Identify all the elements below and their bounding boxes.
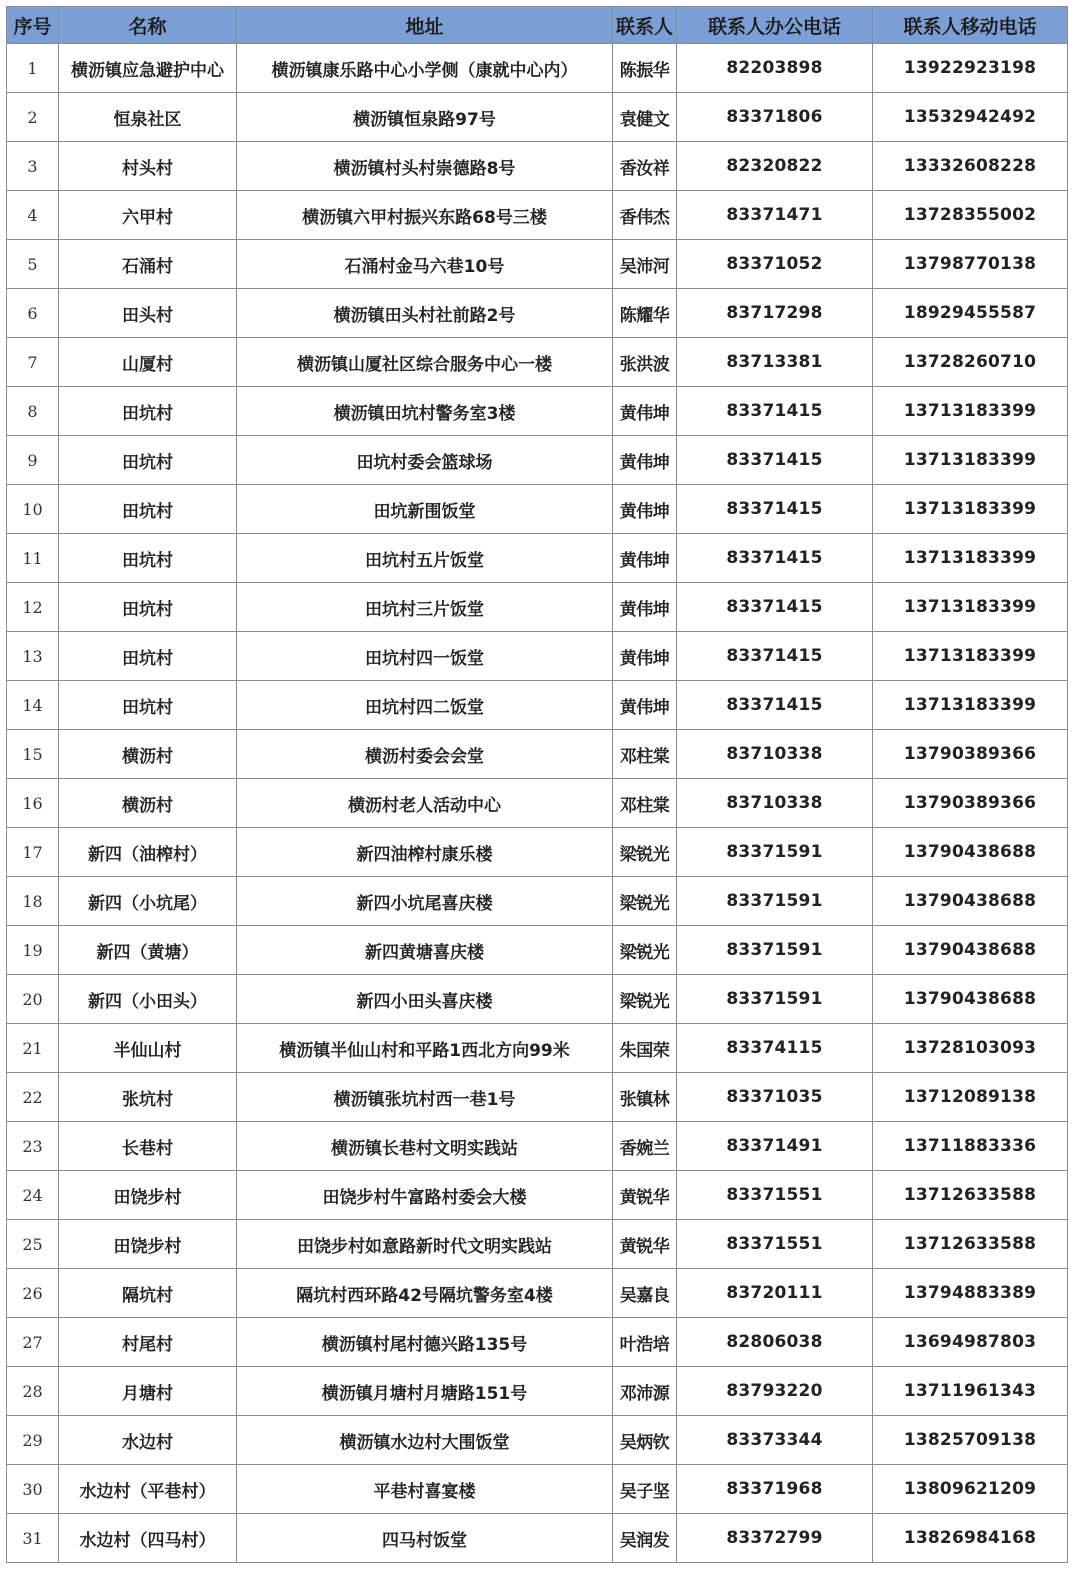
- cell-mobile-phone: 13713183399: [873, 583, 1068, 632]
- table-row: [7, 44, 1068, 93]
- cell-office-phone: 83371415: [677, 534, 873, 583]
- cell-office-phone: 83371415: [677, 436, 873, 485]
- cell-address: 田饶步村牛富路村委会大楼: [237, 1171, 613, 1220]
- cell-contact: 吴嘉良: [613, 1269, 677, 1318]
- cell-mobile-phone: 13711883336: [873, 1122, 1068, 1171]
- table-row: [7, 534, 1068, 583]
- cell-office-phone: 83371415: [677, 583, 873, 632]
- cell-office-phone: 82320822: [677, 142, 873, 191]
- cell-name: 新四（黄塘）: [59, 926, 237, 975]
- cell-office-phone: 83371471: [677, 191, 873, 240]
- cell-index: 26: [7, 1269, 59, 1318]
- cell-index: 22: [7, 1073, 59, 1122]
- cell-name: 新四（油榨村）: [59, 828, 237, 877]
- cell-index: 2: [7, 93, 59, 142]
- cell-address: 田饶步村如意路新时代文明实践站: [237, 1220, 613, 1269]
- cell-name: 新四（小坑尾）: [59, 877, 237, 926]
- cell-contact: 香汝祥: [613, 142, 677, 191]
- cell-address: 石涌村金马六巷10号: [237, 240, 613, 289]
- table-row: [7, 1220, 1068, 1269]
- cell-name: 田坑村: [59, 485, 237, 534]
- cell-contact: 叶浩培: [613, 1318, 677, 1367]
- cell-office-phone: 83371551: [677, 1171, 873, 1220]
- cell-mobile-phone: 13713183399: [873, 387, 1068, 436]
- cell-contact: 吴炳钦: [613, 1416, 677, 1465]
- cell-name: 新四（小田头）: [59, 975, 237, 1024]
- cell-mobile-phone: 13332608228: [873, 142, 1068, 191]
- cell-contact: 梁锐光: [613, 877, 677, 926]
- cell-name: 水边村（平巷村）: [59, 1465, 237, 1514]
- cell-mobile-phone: 13712633588: [873, 1220, 1068, 1269]
- cell-index: 8: [7, 387, 59, 436]
- cell-contact: 吴子坚: [613, 1465, 677, 1514]
- cell-index: 10: [7, 485, 59, 534]
- cell-name: 田头村: [59, 289, 237, 338]
- table-body: [7, 44, 1068, 1563]
- cell-contact: 邓沛源: [613, 1367, 677, 1416]
- cell-name: 恒泉社区: [59, 93, 237, 142]
- cell-index: 15: [7, 730, 59, 779]
- cell-name: 张坑村: [59, 1073, 237, 1122]
- cell-address: 横沥镇田坑村警务室3楼: [237, 387, 613, 436]
- cell-mobile-phone: 13728355002: [873, 191, 1068, 240]
- cell-index: 6: [7, 289, 59, 338]
- cell-name: 水边村（四马村）: [59, 1514, 237, 1563]
- table-row: [7, 387, 1068, 436]
- table-header: [7, 7, 1068, 44]
- cell-contact: 邓柱棠: [613, 779, 677, 828]
- cell-contact: 黄锐华: [613, 1220, 677, 1269]
- cell-mobile-phone: 13790438688: [873, 877, 1068, 926]
- cell-mobile-phone: 13713183399: [873, 534, 1068, 583]
- cell-address: 横沥镇半仙山村和平路1西北方向99米: [237, 1024, 613, 1073]
- cell-address: 横沥镇月塘村月塘路151号: [237, 1367, 613, 1416]
- cell-address: 新四小坑尾喜庆楼: [237, 877, 613, 926]
- cell-name: 六甲村: [59, 191, 237, 240]
- cell-mobile-phone: 13728260710: [873, 338, 1068, 387]
- cell-address: 横沥镇六甲村振兴东路68号三楼: [237, 191, 613, 240]
- cell-index: 3: [7, 142, 59, 191]
- cell-address: 田坑村五片饭堂: [237, 534, 613, 583]
- cell-name: 长巷村: [59, 1122, 237, 1171]
- table-row: [7, 975, 1068, 1024]
- cell-index: 4: [7, 191, 59, 240]
- table-row: [7, 1318, 1068, 1367]
- cell-office-phone: 83371591: [677, 975, 873, 1024]
- cell-contact: 吴沛河: [613, 240, 677, 289]
- cell-contact: 香婉兰: [613, 1122, 677, 1171]
- cell-contact: 黄伟坤: [613, 436, 677, 485]
- table-row: [7, 436, 1068, 485]
- cell-contact: 袁健文: [613, 93, 677, 142]
- cell-address: 横沥村老人活动中心: [237, 779, 613, 828]
- cell-office-phone: 83713381: [677, 338, 873, 387]
- cell-index: 1: [7, 44, 59, 93]
- cell-contact: 黄伟坤: [613, 632, 677, 681]
- cell-index: 25: [7, 1220, 59, 1269]
- cell-contact: 梁锐光: [613, 828, 677, 877]
- cell-mobile-phone: 13711961343: [873, 1367, 1068, 1416]
- cell-name: 月塘村: [59, 1367, 237, 1416]
- cell-address: 隔坑村西环路42号隔坑警务室4楼: [237, 1269, 613, 1318]
- table-row: [7, 877, 1068, 926]
- header-mobile-phone: 联系人移动电话: [873, 7, 1068, 44]
- cell-index: 14: [7, 681, 59, 730]
- cell-office-phone: 83371415: [677, 681, 873, 730]
- cell-mobile-phone: 13728103093: [873, 1024, 1068, 1073]
- header-address: 地址: [237, 7, 613, 44]
- cell-name: 田坑村: [59, 387, 237, 436]
- table-row: [7, 1024, 1068, 1073]
- cell-address: 横沥村委会会堂: [237, 730, 613, 779]
- cell-office-phone: 83793220: [677, 1367, 873, 1416]
- cell-name: 横沥村: [59, 779, 237, 828]
- cell-office-phone: 83371415: [677, 485, 873, 534]
- table-row: [7, 1416, 1068, 1465]
- cell-mobile-phone: 13694987803: [873, 1318, 1068, 1367]
- cell-mobile-phone: 18929455587: [873, 289, 1068, 338]
- cell-mobile-phone: 13798770138: [873, 240, 1068, 289]
- cell-mobile-phone: 13790389366: [873, 730, 1068, 779]
- cell-mobile-phone: 13712633588: [873, 1171, 1068, 1220]
- cell-index: 31: [7, 1514, 59, 1563]
- cell-office-phone: 83374115: [677, 1024, 873, 1073]
- cell-name: 村尾村: [59, 1318, 237, 1367]
- cell-name: 田坑村: [59, 436, 237, 485]
- table-row: [7, 730, 1068, 779]
- cell-address: 横沥镇水边村大围饭堂: [237, 1416, 613, 1465]
- cell-address: 田坑村委会篮球场: [237, 436, 613, 485]
- cell-address: 田坑新围饭堂: [237, 485, 613, 534]
- cell-office-phone: 83371415: [677, 387, 873, 436]
- cell-office-phone: 83720111: [677, 1269, 873, 1318]
- table-row: [7, 779, 1068, 828]
- header-row: [7, 7, 1068, 44]
- cell-address: 横沥镇村尾村德兴路135号: [237, 1318, 613, 1367]
- table-row: [7, 1171, 1068, 1220]
- cell-mobile-phone: 13826984168: [873, 1514, 1068, 1563]
- cell-office-phone: 83372799: [677, 1514, 873, 1563]
- cell-name: 田坑村: [59, 681, 237, 730]
- cell-address: 横沥镇康乐路中心小学侧（康就中心内）: [237, 44, 613, 93]
- cell-index: 28: [7, 1367, 59, 1416]
- cell-contact: 张镇林: [613, 1073, 677, 1122]
- cell-index: 23: [7, 1122, 59, 1171]
- table-row: [7, 1269, 1068, 1318]
- cell-contact: 黄锐华: [613, 1171, 677, 1220]
- cell-index: 9: [7, 436, 59, 485]
- cell-name: 田坑村: [59, 534, 237, 583]
- cell-mobile-phone: 13713183399: [873, 681, 1068, 730]
- cell-office-phone: 83710338: [677, 779, 873, 828]
- cell-office-phone: 82203898: [677, 44, 873, 93]
- header-contact: 联系人: [613, 7, 677, 44]
- cell-contact: 朱国荣: [613, 1024, 677, 1073]
- table-row: [7, 142, 1068, 191]
- cell-office-phone: 83371035: [677, 1073, 873, 1122]
- cell-name: 村头村: [59, 142, 237, 191]
- cell-address: 四马村饭堂: [237, 1514, 613, 1563]
- cell-name: 隔坑村: [59, 1269, 237, 1318]
- cell-office-phone: 82806038: [677, 1318, 873, 1367]
- cell-index: 7: [7, 338, 59, 387]
- shelter-table-container: [6, 6, 1067, 1563]
- table-row: [7, 93, 1068, 142]
- cell-contact: 陈振华: [613, 44, 677, 93]
- cell-contact: 黄伟坤: [613, 387, 677, 436]
- cell-name: 田坑村: [59, 583, 237, 632]
- cell-address: 田坑村三片饭堂: [237, 583, 613, 632]
- cell-contact: 邓柱棠: [613, 730, 677, 779]
- table-row: [7, 1367, 1068, 1416]
- cell-mobile-phone: 13532942492: [873, 93, 1068, 142]
- cell-index: 17: [7, 828, 59, 877]
- table-row: [7, 240, 1068, 289]
- header-name: 名称: [59, 7, 237, 44]
- cell-mobile-phone: 13790438688: [873, 926, 1068, 975]
- cell-index: 13: [7, 632, 59, 681]
- cell-index: 19: [7, 926, 59, 975]
- cell-contact: 黄伟坤: [613, 485, 677, 534]
- cell-index: 18: [7, 877, 59, 926]
- cell-mobile-phone: 13790438688: [873, 975, 1068, 1024]
- cell-name: 山厦村: [59, 338, 237, 387]
- cell-index: 16: [7, 779, 59, 828]
- cell-address: 横沥镇田头村社前路2号: [237, 289, 613, 338]
- table-row: [7, 485, 1068, 534]
- table-row: [7, 1073, 1068, 1122]
- cell-name: 石涌村: [59, 240, 237, 289]
- cell-name: 横沥村: [59, 730, 237, 779]
- cell-index: 5: [7, 240, 59, 289]
- cell-office-phone: 83371968: [677, 1465, 873, 1514]
- cell-office-phone: 83373344: [677, 1416, 873, 1465]
- cell-name: 田饶步村: [59, 1171, 237, 1220]
- cell-address: 横沥镇村头村崇德路8号: [237, 142, 613, 191]
- table-row: [7, 1122, 1068, 1171]
- cell-mobile-phone: 13825709138: [873, 1416, 1068, 1465]
- cell-contact: 张洪波: [613, 338, 677, 387]
- cell-index: 30: [7, 1465, 59, 1514]
- table-row: [7, 632, 1068, 681]
- table-row: [7, 338, 1068, 387]
- cell-address: 田坑村四二饭堂: [237, 681, 613, 730]
- cell-address: 新四小田头喜庆楼: [237, 975, 613, 1024]
- cell-office-phone: 83371415: [677, 632, 873, 681]
- cell-office-phone: 83371052: [677, 240, 873, 289]
- shelter-contact-table: [6, 6, 1068, 1563]
- cell-address: 田坑村四一饭堂: [237, 632, 613, 681]
- cell-office-phone: 83371591: [677, 828, 873, 877]
- cell-mobile-phone: 13790438688: [873, 828, 1068, 877]
- cell-address: 新四油榨村康乐楼: [237, 828, 613, 877]
- table-row: [7, 1465, 1068, 1514]
- cell-office-phone: 83371591: [677, 877, 873, 926]
- cell-contact: 香伟杰: [613, 191, 677, 240]
- cell-office-phone: 83371551: [677, 1220, 873, 1269]
- cell-office-phone: 83371806: [677, 93, 873, 142]
- header-index: 序号: [7, 7, 59, 44]
- cell-contact: 黄伟坤: [613, 583, 677, 632]
- table-row: [7, 828, 1068, 877]
- table-row: [7, 289, 1068, 338]
- header-office-phone: 联系人办公电话: [677, 7, 873, 44]
- cell-index: 24: [7, 1171, 59, 1220]
- cell-index: 12: [7, 583, 59, 632]
- table-row: [7, 583, 1068, 632]
- cell-name: 半仙山村: [59, 1024, 237, 1073]
- cell-office-phone: 83371491: [677, 1122, 873, 1171]
- cell-address: 平巷村喜宴楼: [237, 1465, 613, 1514]
- cell-address: 横沥镇张坑村西一巷1号: [237, 1073, 613, 1122]
- cell-mobile-phone: 13794883389: [873, 1269, 1068, 1318]
- cell-office-phone: 83710338: [677, 730, 873, 779]
- cell-address: 横沥镇山厦社区综合服务中心一楼: [237, 338, 613, 387]
- cell-contact: 黄伟坤: [613, 534, 677, 583]
- table-row: [7, 681, 1068, 730]
- cell-contact: 黄伟坤: [613, 681, 677, 730]
- cell-address: 新四黄塘喜庆楼: [237, 926, 613, 975]
- cell-contact: 吴润发: [613, 1514, 677, 1563]
- cell-name: 横沥镇应急避护中心: [59, 44, 237, 93]
- cell-address: 横沥镇恒泉路97号: [237, 93, 613, 142]
- cell-mobile-phone: 13713183399: [873, 485, 1068, 534]
- cell-address: 横沥镇长巷村文明实践站: [237, 1122, 613, 1171]
- cell-mobile-phone: 13922923198: [873, 44, 1068, 93]
- table-row: [7, 191, 1068, 240]
- cell-office-phone: 83371591: [677, 926, 873, 975]
- cell-contact: 梁锐光: [613, 975, 677, 1024]
- cell-index: 27: [7, 1318, 59, 1367]
- cell-name: 水边村: [59, 1416, 237, 1465]
- cell-mobile-phone: 13713183399: [873, 632, 1068, 681]
- cell-office-phone: 83717298: [677, 289, 873, 338]
- cell-mobile-phone: 13712089138: [873, 1073, 1068, 1122]
- table-row: [7, 926, 1068, 975]
- cell-name: 田饶步村: [59, 1220, 237, 1269]
- cell-index: 29: [7, 1416, 59, 1465]
- cell-index: 21: [7, 1024, 59, 1073]
- cell-mobile-phone: 13713183399: [873, 436, 1068, 485]
- cell-mobile-phone: 13809621209: [873, 1465, 1068, 1514]
- cell-index: 11: [7, 534, 59, 583]
- cell-contact: 梁锐光: [613, 926, 677, 975]
- cell-mobile-phone: 13790389366: [873, 779, 1068, 828]
- cell-contact: 陈耀华: [613, 289, 677, 338]
- cell-index: 20: [7, 975, 59, 1024]
- table-row: [7, 1514, 1068, 1563]
- cell-name: 田坑村: [59, 632, 237, 681]
